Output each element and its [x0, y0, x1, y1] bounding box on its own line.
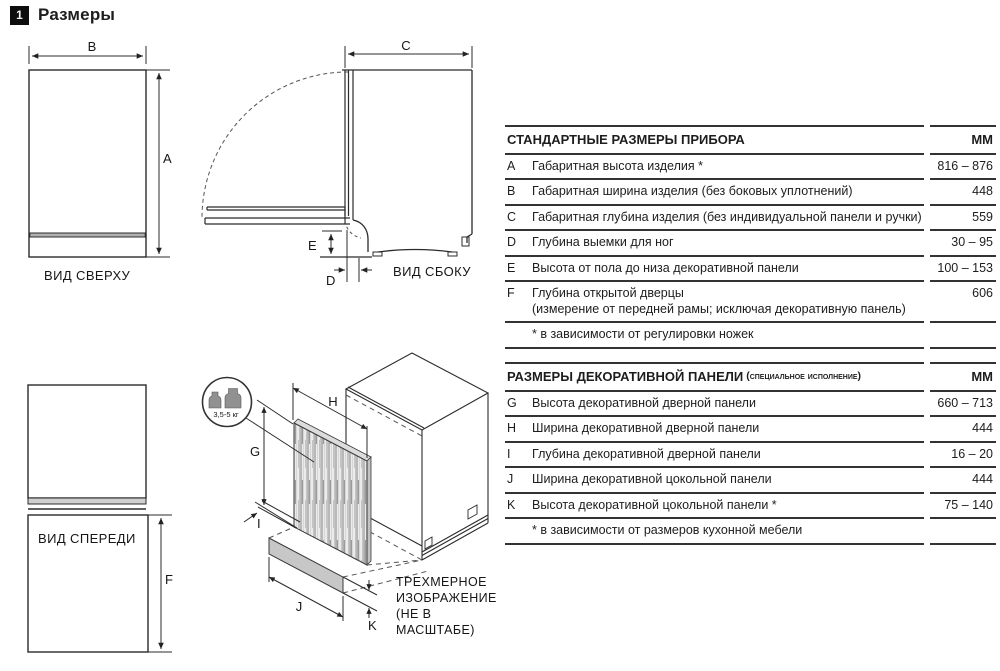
- row-desc: Высота декоративной цокольной панели *: [532, 497, 777, 512]
- row-letter: K: [507, 497, 516, 512]
- row-value: 100 – 153: [930, 257, 996, 283]
- table-footnote: * в зависимости от размеров кухонной мебели: [532, 523, 803, 537]
- row-letter: D: [507, 235, 517, 249]
- top-view-drawing: [20, 38, 195, 290]
- standard-dimensions-table: [505, 125, 996, 349]
- iso-view-caption: ТРЕХМЕРНОЕ ИЗОБРАЖЕНИЕ (НЕ В МАСШТАБЕ): [396, 575, 497, 637]
- row-desc: Габаритная ширина изделия (без боковых уплотнений): [532, 184, 853, 198]
- side-view-svg: [190, 38, 490, 290]
- wood-panel: [294, 419, 371, 565]
- table-footnote-row: [505, 519, 996, 545]
- row-value: 448: [930, 180, 996, 206]
- row-value: 444: [930, 417, 996, 443]
- row-letter: J: [507, 472, 514, 486]
- section-number-badge: 1: [10, 6, 29, 25]
- table-row: [505, 180, 996, 206]
- row-value: 444: [930, 468, 996, 494]
- dimension-e: [322, 231, 342, 254]
- table-row: [505, 206, 996, 232]
- row-desc: Ширина декоративной дверной панели: [532, 421, 760, 435]
- row-value: 606: [930, 282, 996, 323]
- door-open: [205, 207, 350, 224]
- row-value: 16 – 20: [930, 443, 996, 469]
- side-view-caption: ВИД СБОКУ: [393, 264, 471, 279]
- row-letter: A: [507, 158, 516, 173]
- door-swing-arc: [202, 72, 348, 218]
- row-desc: Глубина выемки для ног: [532, 235, 674, 249]
- row-desc: Высота декоративной дверной панели: [532, 395, 756, 410]
- dimension-i: [244, 501, 300, 528]
- row-desc: Ширина декоративной цокольной панели: [532, 472, 772, 486]
- row-desc-line2: (измерение от передней рамы; исключая декоративную панель): [532, 301, 906, 316]
- table-header-row: [505, 362, 996, 392]
- row-letter: G: [507, 395, 517, 410]
- dim-label-b: B: [87, 39, 97, 54]
- dim-label-f: F: [165, 572, 173, 587]
- unit-header: ММ: [930, 362, 996, 392]
- table-row: [505, 468, 996, 494]
- dimension-d: [334, 230, 372, 282]
- row-letter: H: [507, 421, 517, 435]
- row-letter: F: [507, 286, 515, 300]
- table-header-row: [505, 125, 996, 155]
- unit-header: ММ: [930, 125, 996, 155]
- top-view-svg: [20, 38, 195, 290]
- dim-label-c: C: [401, 38, 411, 53]
- row-letter: E: [507, 260, 516, 275]
- dim-label-g: G: [250, 444, 261, 459]
- door-closed: [345, 70, 353, 220]
- row-desc: Высота от пола до низа декоративной панели: [532, 260, 799, 275]
- row-letter: I: [507, 446, 511, 461]
- table-footnote-row: [505, 323, 996, 349]
- appliance-front-outline: [28, 385, 148, 652]
- front-view-caption: ВИД СПЕРЕДИ: [38, 531, 136, 546]
- table-row: [505, 282, 996, 323]
- dim-label-e: E: [308, 238, 317, 253]
- table-row: [505, 155, 996, 181]
- row-value: 816 – 876: [930, 155, 996, 181]
- table-row: [505, 231, 996, 257]
- table-row: [505, 417, 996, 443]
- table-row: [505, 257, 996, 283]
- appliance-top-outline: [29, 70, 146, 257]
- table-row: [505, 443, 996, 469]
- table-title-suffix: (специальное исполнение): [746, 370, 862, 382]
- table-title: СТАНДАРТНЫЕ РАЗМЕРЫ ПРИБОРА: [507, 132, 745, 147]
- dim-label-h: H: [328, 394, 338, 409]
- row-letter: C: [507, 209, 517, 224]
- dim-label-k: K: [368, 618, 377, 633]
- page-title: Размеры: [38, 5, 116, 24]
- dim-label-a: A: [163, 151, 172, 166]
- dim-label-j: J: [295, 599, 303, 614]
- row-value: 75 – 140: [930, 494, 996, 520]
- top-view-caption: ВИД СВЕРХУ: [44, 268, 131, 283]
- side-view-drawing: [190, 38, 490, 290]
- weight-label: 3,5-5 кг: [213, 410, 239, 419]
- row-desc: Глубина декоративной дверной панели: [532, 446, 761, 461]
- row-value: 30 – 95: [930, 231, 996, 257]
- row-letter: B: [507, 184, 516, 198]
- table-row: [505, 494, 996, 520]
- appliance-side-outline: [342, 70, 472, 256]
- dim-label-i: I: [257, 516, 261, 531]
- table-row: [505, 392, 996, 418]
- page-header: [10, 5, 115, 25]
- front-view-svg: [20, 368, 195, 668]
- row-desc: Глубина открытой дверцы: [532, 286, 684, 300]
- table-title: РАЗМЕРЫ ДЕКОРАТИВНОЙ ПАНЕЛИ: [507, 369, 744, 384]
- dim-label-d: D: [326, 273, 336, 288]
- table-title-cell: [505, 362, 924, 392]
- row-value: 559: [930, 206, 996, 232]
- row-desc: Габаритная высота изделия *: [532, 158, 703, 173]
- table-title-cell: [505, 125, 924, 155]
- row-desc: Габаритная глубина изделия (без индивидуальной панели и ручки): [532, 209, 922, 224]
- table-footnote: * в зависимости от регулировки ножек: [532, 327, 754, 341]
- row-value: 660 – 713: [930, 392, 996, 418]
- front-view-drawing: [20, 368, 195, 668]
- dimension-k: [343, 577, 377, 618]
- iso-view-drawing: [200, 350, 500, 666]
- decorative-panel-table: [505, 362, 996, 545]
